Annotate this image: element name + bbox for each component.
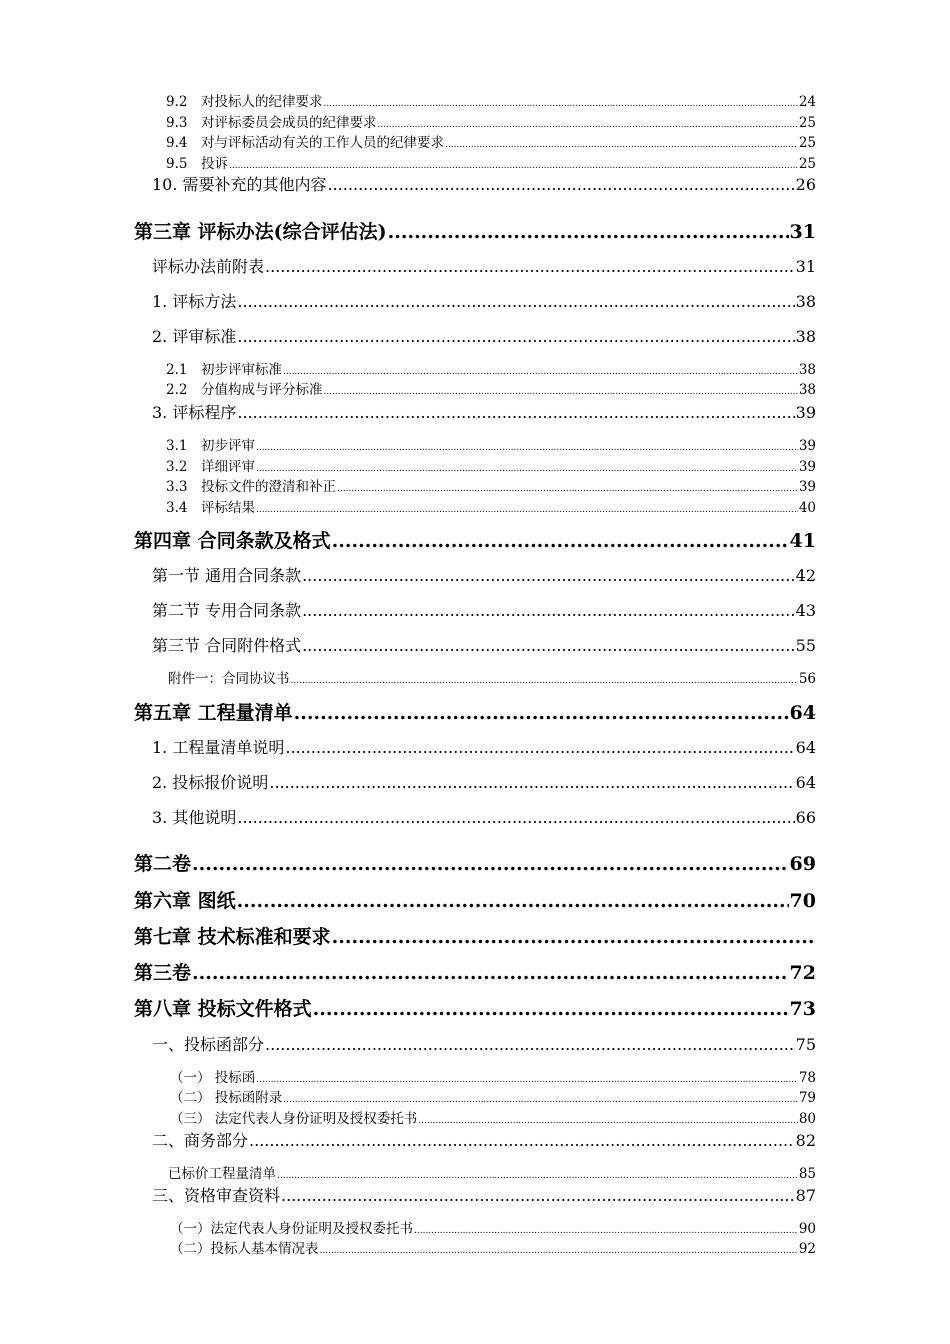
- dot-leader: [249, 1131, 795, 1150]
- toc-entry[interactable]: [166, 378, 816, 396]
- toc-entry-label: 2.1 初步评审标准: [166, 362, 282, 378]
- toc-entry[interactable]: [152, 735, 816, 757]
- toc-entry-label: 二、商务部分: [152, 1131, 249, 1150]
- toc-entry-label: 第八章 投标文件格式: [134, 998, 312, 1020]
- toc-entry-page-number: 38: [795, 327, 816, 346]
- toc-entry-page-number: 26: [795, 175, 816, 194]
- toc-entry-page-number: 80: [798, 1111, 816, 1127]
- dot-leader: [192, 962, 789, 984]
- toc-entry-label: 2.2 分值构成与评分标准: [166, 382, 323, 398]
- toc-entry[interactable]: [134, 849, 816, 875]
- toc-entry[interactable]: [152, 1128, 816, 1150]
- toc-entry-label: （一） 投标函: [170, 1070, 256, 1086]
- dot-leader: [237, 327, 794, 346]
- toc-entry[interactable]: [134, 922, 816, 948]
- toc-entry-page-number: 41: [789, 530, 816, 552]
- toc-entry-page-number: 92: [798, 1241, 816, 1257]
- toc-entry[interactable]: [152, 633, 816, 655]
- dot-leader: [237, 292, 794, 311]
- toc-entry-page-number: 78: [798, 1070, 816, 1086]
- toc-entry-label: 9.3 对评标委员会成员的纪律要求: [166, 115, 377, 131]
- toc-entry-page-number: 31: [795, 257, 816, 276]
- toc-entry-label: 附件一：合同协议书: [168, 671, 290, 687]
- dot-leader: [229, 161, 798, 171]
- toc-entry-label: 2. 投标报价说明: [152, 773, 269, 792]
- dot-leader: [256, 1075, 798, 1085]
- toc-entry[interactable]: [170, 1217, 816, 1235]
- toc-entry[interactable]: [166, 90, 816, 108]
- dot-leader: [237, 403, 794, 422]
- toc-entry[interactable]: [168, 667, 816, 685]
- toc-entry[interactable]: [170, 1107, 816, 1125]
- toc-entry-page-number: 42: [795, 566, 816, 585]
- toc-entry-page-number: 38: [798, 362, 816, 378]
- dot-leader: [377, 120, 797, 130]
- dot-leader: [192, 853, 789, 875]
- toc-entry-label: 第三卷: [134, 962, 192, 984]
- toc-entry[interactable]: [134, 886, 816, 912]
- dot-leader: [269, 773, 794, 792]
- dot-leader: [414, 1226, 798, 1236]
- toc-entry-page-number: 82: [795, 1131, 816, 1150]
- toc-entry-label: （一）法定代表人身份证明及授权委托书: [170, 1221, 413, 1237]
- toc-entry-label: 10. 需要补充的其他内容: [152, 175, 327, 194]
- toc-entry-page-number: 75: [795, 1035, 816, 1054]
- dot-leader: [302, 566, 795, 585]
- toc-entry[interactable]: [134, 698, 816, 724]
- toc-entry-page-number: 55: [795, 636, 816, 655]
- dot-leader: [320, 1246, 798, 1256]
- dot-leader: [237, 808, 794, 827]
- toc-entry[interactable]: [170, 1086, 816, 1104]
- toc-entry-label: 评标办法前附表: [152, 257, 265, 276]
- dot-leader: [265, 1035, 795, 1054]
- toc-entry-label: 第三节 合同附件格式: [152, 636, 302, 655]
- dot-leader: [277, 1171, 798, 1181]
- toc-entry-label: 三、资格审查资料: [152, 1186, 281, 1205]
- toc-entry-label: 第二卷: [134, 853, 192, 875]
- toc-entry-page-number: 25: [798, 156, 816, 172]
- toc-entry[interactable]: [168, 1162, 816, 1180]
- dot-leader: [294, 702, 789, 724]
- toc-entry[interactable]: [152, 805, 816, 827]
- toc-entry-label: （二）投标人基本情况表: [170, 1241, 319, 1257]
- toc-entry[interactable]: [166, 358, 816, 376]
- dot-leader: [291, 676, 798, 686]
- toc-entry-page-number: 72: [789, 962, 816, 984]
- toc-entry-label: 9.4 对与评标活动有关的工作人员的纪律要求: [166, 135, 444, 151]
- toc-entry-page-number: 90: [798, 1221, 816, 1237]
- toc-entry-label: 2. 评审标准: [152, 327, 237, 346]
- toc-entry[interactable]: [152, 1183, 816, 1205]
- toc-entry-page-number: 38: [795, 292, 816, 311]
- toc-entry-page-number: 64: [795, 738, 816, 757]
- toc-entry-label: 第四章 合同条款及格式: [134, 530, 331, 552]
- toc-entry-label: 第五章 工程量清单: [134, 702, 293, 724]
- toc-entry-label: 1. 工程量清单说明: [152, 738, 285, 757]
- dot-leader: [445, 140, 798, 150]
- toc-entry[interactable]: [170, 1066, 816, 1084]
- dot-leader: [332, 530, 789, 552]
- dot-leader: [265, 257, 795, 276]
- toc-entry[interactable]: [166, 152, 816, 170]
- dot-leader: [256, 443, 798, 453]
- toc-entry[interactable]: [166, 455, 816, 473]
- toc-entry-page-number: 39: [798, 479, 816, 495]
- toc-entry[interactable]: [152, 254, 816, 276]
- toc-entry-page-number: 31: [789, 221, 816, 243]
- toc-entry-label: 3. 其他说明: [152, 808, 237, 827]
- toc-entry-label: 3.2 详细评审: [166, 459, 255, 475]
- dot-leader: [281, 1186, 795, 1205]
- toc-entry-label: 9.2 对投标人的纪律要求: [166, 94, 323, 110]
- toc-entry[interactable]: [170, 1237, 816, 1255]
- toc-entry[interactable]: [134, 958, 816, 984]
- toc-entry-label: 3.3 投标文件的澄清和补正: [166, 479, 336, 495]
- toc-entry-page-number: 73: [789, 998, 816, 1020]
- dot-leader: [302, 636, 795, 655]
- toc-entry-label: 第六章 图纸: [134, 890, 236, 912]
- dot-leader: [388, 221, 789, 243]
- dot-leader: [323, 99, 797, 109]
- toc-entry-label: 9.5 投诉: [166, 156, 228, 172]
- toc-entry-label: 3.4 评标结果: [166, 500, 255, 516]
- toc-entry-page-number: 79: [798, 1090, 816, 1106]
- toc-entry-page-number: 43: [795, 601, 816, 620]
- dot-leader: [313, 998, 789, 1020]
- toc-entry-page-number: 85: [798, 1166, 816, 1182]
- dot-leader: [337, 484, 798, 494]
- dot-leader: [237, 890, 789, 912]
- toc-entry[interactable]: [152, 400, 816, 422]
- toc-entry[interactable]: [166, 131, 816, 149]
- toc-entry-page-number: 25: [798, 135, 816, 151]
- toc-entry-page-number: 39: [798, 438, 816, 454]
- toc-entry-label: 第三章 评标办法(综合评估法): [134, 221, 387, 243]
- toc-entry[interactable]: [166, 434, 816, 452]
- toc-entry-page-number: 24: [798, 94, 816, 110]
- toc-entry-page-number: 64: [789, 702, 816, 724]
- toc-entry-page-number: 39: [795, 403, 816, 422]
- toc-entry-page-number: 39: [798, 459, 816, 475]
- toc-entry-label: 1. 评标方法: [152, 292, 237, 311]
- toc-entry[interactable]: [166, 496, 816, 514]
- toc-entry-page-number: 64: [795, 773, 816, 792]
- toc-entry[interactable]: [152, 563, 816, 585]
- dot-leader: [328, 175, 795, 194]
- toc-entry-label: 第七章 技术标准和要求: [134, 926, 331, 948]
- dot-leader: [283, 367, 798, 377]
- toc-entry-label: （二） 投标函附录: [170, 1090, 283, 1106]
- dot-leader: [332, 926, 815, 948]
- toc-entry-label: 一、投标函部分: [152, 1035, 265, 1054]
- dot-leader: [323, 387, 797, 397]
- toc-entry[interactable]: [134, 994, 816, 1020]
- toc-entry[interactable]: [134, 217, 816, 243]
- toc-entry[interactable]: [152, 289, 816, 311]
- toc-entry-label: （三） 法定代表人身份证明及授权委托书: [170, 1111, 418, 1127]
- toc-entry-page-number: 56: [798, 671, 816, 687]
- dot-leader: [256, 505, 798, 515]
- toc-entry-page-number: 40: [798, 500, 816, 516]
- toc-entry-label: 已标价工程量清单: [168, 1166, 276, 1182]
- toc-entry[interactable]: [134, 526, 816, 552]
- toc-entry-page-number: 69: [789, 853, 816, 875]
- toc-entry-label: 第一节 通用合同条款: [152, 566, 302, 585]
- dot-leader: [256, 464, 798, 474]
- toc-entry[interactable]: [152, 1032, 816, 1054]
- toc-entry-label: 3. 评标程序: [152, 403, 237, 422]
- dot-leader: [283, 1095, 798, 1105]
- toc-entry-page-number: 70: [789, 890, 816, 912]
- toc-entry[interactable]: [152, 770, 816, 792]
- toc-entry-page-number: 66: [795, 808, 816, 827]
- toc-entry-page-number: 87: [795, 1186, 816, 1205]
- toc-entry[interactable]: [166, 475, 816, 493]
- dot-leader: [418, 1116, 798, 1126]
- toc-entry[interactable]: [152, 324, 816, 346]
- toc-entry[interactable]: [152, 598, 816, 620]
- toc-entry-page-number: 25: [798, 115, 816, 131]
- dot-leader: [302, 601, 795, 620]
- dot-leader: [285, 738, 794, 757]
- toc-entry-page-number: 38: [798, 382, 816, 398]
- toc-entry[interactable]: [152, 172, 816, 194]
- toc-entry-label: 3.1 初步评审: [166, 438, 255, 454]
- toc-entry-label: 第二节 专用合同条款: [152, 601, 302, 620]
- toc-entry[interactable]: [166, 111, 816, 129]
